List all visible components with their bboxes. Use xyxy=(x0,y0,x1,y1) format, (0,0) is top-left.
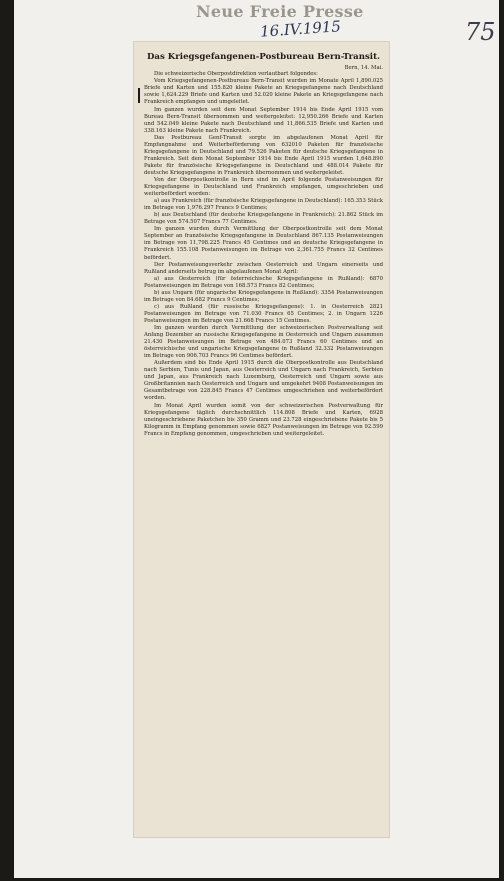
article-paragraph: Vom Kriegsgefangenen-Postbureau Bern-Transit wurden im Monate April 1,890.025 Briefe und Karten und 155.820 kleine Pakete an Kriegsgefangene nach Deutschland sowie 1,624.229 Briefe und Karten und 52.020 kleine Pakete an Kriegsgefangene nach Frankreich empfangen und umgeleitet. xyxy=(144,78,383,106)
article-paragraph: a) aus Frankreich (für französische Kriegsgefangene in Deutschland): 165.353 Stück im Betrage von 1,976.297 Francs 9 Centimes; xyxy=(144,198,383,212)
article-paragraph: Außerdem sind bis Ende April 1915 durch die Oberpostkontrolle aus Deutschland nach Serbien, Tunis und Japan, aus Oesterreich und Ungarn nach Frankreich, Serbien und Japan, aus Frankreich nach Luxemburg, Oesterreich und Ungarn sowie aus Großbritannien nach Oesterreich und Ungarn und umgekehrt 9408 Postanweisungen im Gesamtbetrage von 228.845 Francs 47 Centimes umgeschrieben und weiterbefördert worden. xyxy=(144,360,383,402)
margin-mark xyxy=(138,88,140,103)
handwritten-archive-number: 75 xyxy=(465,18,496,46)
article-paragraph: b) aus Deutschland (für deutsche Kriegsgefangene in Frankreich): 21.862 Stück im Betrage von 574.507 Francs 77 Centimes. xyxy=(144,212,383,226)
newspaper-clipping xyxy=(134,42,389,837)
article-paragraph: Das Postbureau Genf-Transit sorgte im abgelaufenen Monat April für Empfangnahme und Weiterbeförderung von 632010 Paketen für französische Kriegsgefangene in Deutschland und 79.526 Paketen für deutsche Kriegsgefangene in Frankreich. Seit dem Monat September 1914 bis Ende April 1915 wurden 1,648.890 Pakete für französische Kriegsgefangene in Deutschland und 488.014 Pakete für deutsche Kriegsgefangene in Frankreich übernommen und weitergeleitet. xyxy=(144,134,383,176)
article-paragraph: Von der Oberpostkontrolle in Bern sind im April folgende Postanweisungen für Kriegsgefangene in Deutschland und Frankreich empfangen, umgeschrieben und weiterbefördert worden: xyxy=(144,177,383,198)
article-dateline: Bern, 14. Mai. xyxy=(344,64,383,71)
article-paragraph: Im ganzen wurden seit dem Monat September 1914 bis Ende April 1915 vom Bureau Bern-Transit übernommen und weitergeleitet: 12,950.266 Briefe und Karten und 542.049 kleine Pakete nach Deutschland und 11,866.535 Briefe und Karten und 338.163 kleine Pakete nach Frankreich. xyxy=(144,106,383,134)
article-paragraph: a) aus Oesterreich (für österreichische Kriegsgefangene in Rußland): 6870 Postanweisungen im Betrage von 168.573 Francs 82 Centimes; xyxy=(144,275,383,289)
archive-sheet xyxy=(14,0,499,878)
article-paragraph: Im ganzen wurden durch Vermittlung der schweizerischen Postverwaltung seit Anfang Dezember an russische Kriegsgefangene in Oesterreich und Ungarn zusammen 21.430 Postanweisungen im Betrage von 484.073 Francs 60 Centimes und an österreichische und ungarische Kriegsgefangene in Rußland 32.332 Postanweisungen im Betrage von 906.703 Francs 96 Centimes befördert. xyxy=(144,324,383,360)
article-paragraph: Im Monat April wurden somit von der schweizerischen Postverwaltung für Kriegsgefangene täglich durchschnittlich 114.808 Briefe und Karten, 6928 uneingeschriebene Paketchen bis 350 Gramm und 23.728 eingeschriebene Pakete bis 5 Kilogramm in Empfang genommen sowie 6827 Postanweisungen im Betrage von 92.599 Francs in Empfang genommen, umgeschrieben und weitergeleitet. xyxy=(144,402,383,437)
article-paragraph: Der Postanweisungsverkehr zwischen Oesterreich und Ungarn einerseits und Rußland anderseits betrug im abgelaufenen Monat April: xyxy=(144,261,383,275)
article-paragraph: Die schweizerische Oberpostdirektion verlautbart folgendes: xyxy=(154,71,318,78)
newspaper-masthead: Neue Freie Presse xyxy=(196,2,364,21)
article-title: Das Kriegsgefangenen-Postbureau Bern-Transit. xyxy=(146,52,381,62)
article-paragraph: Im ganzen wurden durch Vermittlung der Oberpostkontrolle seit dem Monat September an französische Kriegsgefangene in Deutschland 867.135 Postanweisungen im Betrage von 11,798.225 Francs 45 Centimes und an deutsche Kriegsgefangene in Frankreich 155.108 Postanweisungen im Betrage von 2,361.755 Francs 32 Centimes befördert. xyxy=(144,226,383,261)
article-paragraph: b) aus Ungarn (für ungarische Kriegsgefangene in Rußland): 3354 Postanweisungen im Betrage von 84.682 Francs 9 Centimes; xyxy=(144,289,383,303)
article-paragraph: c) aus Rußland (für russische Kriegsgefangene): 1. in Oesterreich 2821 Postanweisungen im Betrage von 71.030 Francs 65 Centimes; 2. in Ungarn 1226 Postanweisungen im Betrage von 21.668 Francs 15 Centimes. xyxy=(144,303,383,324)
handwritten-date: 16.IV.1915 xyxy=(259,17,342,41)
clipping-body xyxy=(134,42,389,442)
